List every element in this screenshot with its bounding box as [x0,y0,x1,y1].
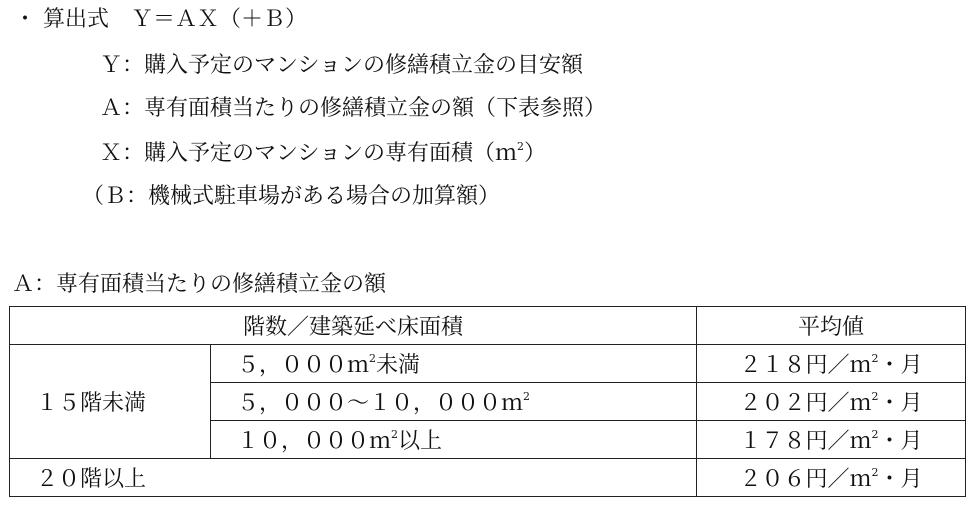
value-text: １７８円／ｍ [739,429,872,454]
area-text: １０，０００ｍ [237,429,392,454]
superscript: 2 [517,140,525,153]
table-caption: Ａ：専有面積当たりの修繕積立金の額 [12,272,387,297]
group-20-floors-plus: ２０階以上 [10,459,697,497]
value-text: ２０２円／ｍ [739,391,872,416]
value-text: ２０６円／ｍ [739,467,872,492]
value-cell [697,345,966,383]
definition-y: Ｙ：購入予定のマンションの修繕積立金の目安額 [100,53,584,78]
value-suffix: ・月 [878,429,923,454]
superscript: 2 [871,352,879,365]
bullet: ・ [14,7,37,32]
value-cell [697,383,966,421]
value-suffix: ・月 [878,391,923,416]
superscript: 2 [871,466,879,479]
area-suffix: 以上 [398,429,443,454]
area-cell [211,383,697,421]
table-row [10,459,966,497]
definition-x-close: ） [524,141,547,166]
value-suffix: ・月 [878,353,923,378]
value-cell [697,421,966,459]
area-text: ５，０００～１０，０００ｍ [237,391,524,416]
area-text: ５，０００ｍ [237,353,370,378]
area-cell [211,421,697,459]
superscript: 2 [871,390,879,403]
definition-b: （Ｂ：機械式駐車場がある場合の加算額） [82,184,501,209]
header-floors-area: 階数／建築延べ床面積 [10,307,697,345]
superscript: 2 [871,428,879,441]
definition-a: Ａ：専有面積当たりの修繕積立金の額（下表参照） [100,96,607,121]
table-header-row [10,307,966,345]
reserve-fund-table [9,306,966,497]
superscript: 2 [391,428,399,441]
area-cell [211,345,697,383]
value-text: ２１８円／ｍ [739,353,872,378]
formula-text: 算出式 Ｙ＝ＡＸ（＋Ｂ） [43,7,308,32]
value-cell [697,459,966,497]
definition-x [100,140,546,168]
group-under-15-floors: １５階未満 [10,345,211,459]
definition-x-text: Ｘ：購入予定のマンションの専有面積（ｍ [100,141,518,166]
header-average: 平均値 [697,307,966,345]
superscript: 2 [523,390,531,403]
area-suffix: 未満 [376,353,421,378]
value-suffix: ・月 [878,467,923,492]
superscript: 2 [369,352,377,365]
table-row [10,345,966,383]
formula-line [14,6,307,34]
